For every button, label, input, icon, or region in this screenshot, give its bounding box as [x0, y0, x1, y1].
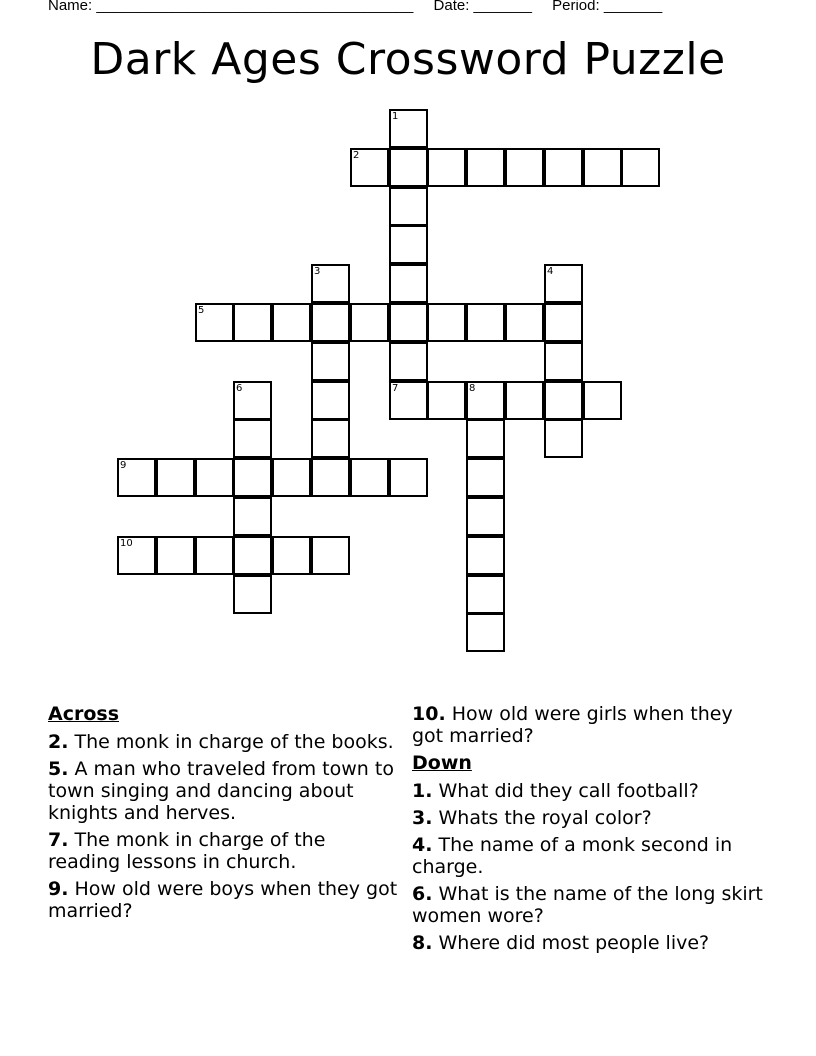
- grid-cell[interactable]: [544, 264, 583, 303]
- grid-cell[interactable]: [195, 458, 234, 497]
- grid-cell[interactable]: [389, 148, 428, 187]
- grid-cell[interactable]: [466, 419, 505, 458]
- grid-cell[interactable]: [272, 303, 311, 342]
- grid-cell[interactable]: [272, 536, 311, 575]
- grid-cell[interactable]: [505, 303, 544, 342]
- grid-cell[interactable]: [195, 536, 234, 575]
- grid-cell[interactable]: [583, 148, 622, 187]
- grid-cell[interactable]: [621, 148, 660, 187]
- grid-cell[interactable]: [389, 342, 428, 381]
- grid-cell[interactable]: [272, 458, 311, 497]
- grid-cell[interactable]: [389, 187, 428, 226]
- grid-cell[interactable]: [583, 381, 622, 420]
- clue-number-label: 5: [198, 305, 205, 316]
- grid-cell[interactable]: [466, 458, 505, 497]
- grid-cell[interactable]: [427, 381, 466, 420]
- clue-across-9: 9. How old were boys when they got married?: [48, 878, 398, 922]
- grid-cell[interactable]: [350, 148, 389, 187]
- grid-cell[interactable]: [233, 575, 272, 614]
- clue-number-label: 2: [353, 150, 360, 161]
- clue-number-label: 8: [469, 383, 476, 394]
- grid-cell[interactable]: [311, 536, 350, 575]
- grid-cell[interactable]: [505, 381, 544, 420]
- grid-cell[interactable]: [233, 497, 272, 536]
- clue-number-label: 9: [120, 460, 127, 471]
- clue-down-8: 8. Where did most people live?: [412, 932, 710, 954]
- grid-cell[interactable]: [466, 613, 505, 652]
- clue-number-label: 10: [120, 538, 133, 549]
- grid-cell[interactable]: [466, 497, 505, 536]
- grid-cell[interactable]: [544, 419, 583, 458]
- grid-cell[interactable]: [311, 381, 350, 420]
- clues-left-column: [48, 703, 400, 927]
- grid-cell[interactable]: [117, 458, 156, 497]
- grid-cell[interactable]: [544, 303, 583, 342]
- grid-cell[interactable]: [466, 536, 505, 575]
- name-field[interactable]: Name: ______________________________________: [48, 0, 414, 14]
- grid-cell[interactable]: [350, 303, 389, 342]
- grid-cell[interactable]: [350, 458, 389, 497]
- grid-cell[interactable]: [233, 458, 272, 497]
- clue-down-1: 1. What did they call football?: [412, 780, 699, 802]
- grid-cell[interactable]: [389, 458, 428, 497]
- grid-cell[interactable]: [466, 575, 505, 614]
- grid-cell[interactable]: [233, 419, 272, 458]
- clue-down-4: 4. The name of a monk second in charge.: [412, 834, 733, 878]
- grid-cell[interactable]: [311, 458, 350, 497]
- grid-cell[interactable]: [233, 536, 272, 575]
- grid-cell[interactable]: [544, 381, 583, 420]
- grid-cell[interactable]: [389, 225, 428, 264]
- clue-down-6: 6. What is the name of the long skirt women wore?: [412, 883, 763, 927]
- date-field[interactable]: Date: _______: [433, 0, 532, 14]
- grid-cell[interactable]: [117, 536, 156, 575]
- grid-cell[interactable]: [233, 381, 272, 420]
- grid-cell[interactable]: [389, 381, 428, 420]
- grid-cell[interactable]: [466, 381, 505, 420]
- grid-cell[interactable]: [156, 536, 195, 575]
- down-heading: Down: [412, 752, 472, 774]
- clue-number-label: 1: [392, 111, 399, 122]
- grid-cell[interactable]: [389, 264, 428, 303]
- clue-number-label: 7: [392, 383, 399, 394]
- grid-cell[interactable]: [195, 303, 234, 342]
- grid-cell[interactable]: [311, 342, 350, 381]
- grid-cell[interactable]: [389, 109, 428, 148]
- across-heading: Across: [48, 703, 120, 725]
- grid-cell[interactable]: [466, 148, 505, 187]
- grid-cell[interactable]: [233, 303, 272, 342]
- clue-down-3: 3. Whats the royal color?: [412, 807, 652, 829]
- grid-cell[interactable]: [544, 148, 583, 187]
- clue-across-7: 7. The monk in charge of the reading lessons in church.: [48, 829, 326, 873]
- grid-cell[interactable]: [544, 342, 583, 381]
- grid-cell[interactable]: [505, 148, 544, 187]
- grid-cell[interactable]: [311, 419, 350, 458]
- grid-cell[interactable]: [389, 303, 428, 342]
- clue-across-10: 10. How old were girls when they got married?: [412, 703, 733, 747]
- grid-cell[interactable]: [427, 303, 466, 342]
- clue-number-label: 3: [314, 266, 321, 277]
- clue-number-label: 4: [547, 266, 554, 277]
- period-field[interactable]: Period: _______: [552, 0, 663, 14]
- clue-number-label: 6: [236, 383, 243, 394]
- grid-cell[interactable]: [427, 148, 466, 187]
- clues-right-column: [412, 703, 764, 959]
- grid-cell[interactable]: [311, 264, 350, 303]
- clue-across-2: 2. The monk in charge of the books.: [48, 731, 394, 753]
- clue-across-5: 5. A man who traveled from town to town singing and dancing about knights and herves.: [48, 758, 394, 824]
- grid-cell[interactable]: [311, 303, 350, 342]
- puzzle-title: Dark Ages Crossword Puzzle: [90, 34, 726, 85]
- grid-cell[interactable]: [466, 303, 505, 342]
- grid-cell[interactable]: [156, 458, 195, 497]
